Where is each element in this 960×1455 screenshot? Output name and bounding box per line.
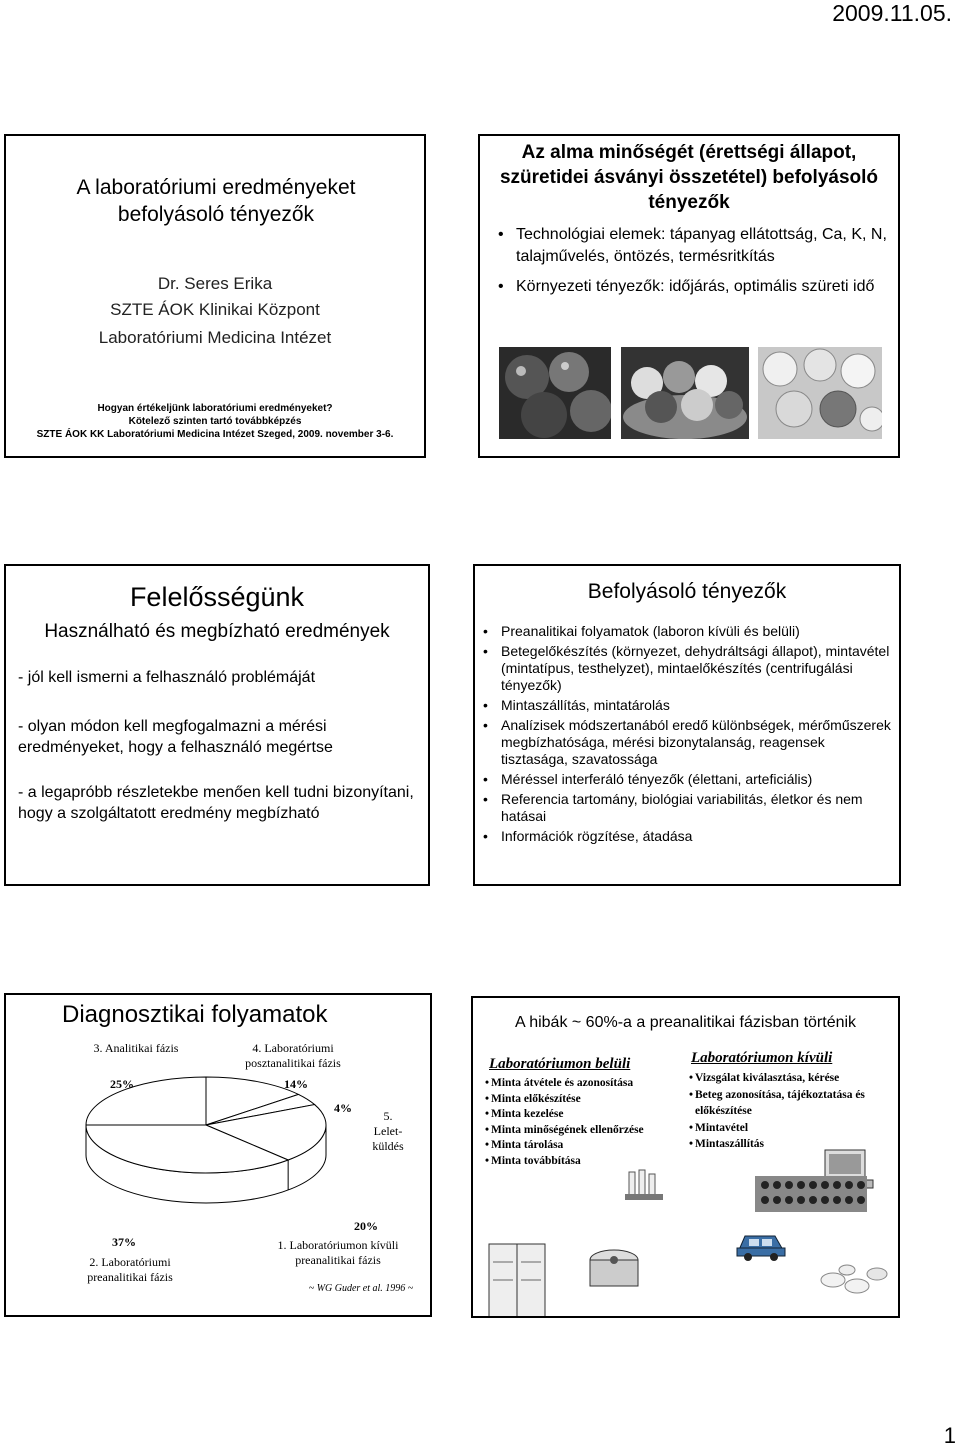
- slide4-bullet: • Betegelőkészítés (környezet, dehydráltsági állapot), mintavétel (mintatípus, testhelyzet), mintaelőkészítés (centrifugálási tényezők): [481, 643, 893, 694]
- label-postanalytic: 4. Laboratóriumi posztanalitikai fázis: [245, 1041, 341, 1070]
- lab-inside-item: • Minta átvétele és azonosítása: [483, 1076, 693, 1092]
- slide4-bullet: • Információk rögzítése, átadása: [481, 828, 893, 845]
- lab-outside-item: • Mintavétel: [687, 1120, 897, 1137]
- lab-outside-heading: Laboratóriumon kívüli: [691, 1050, 833, 1066]
- slide3-item: - jól kell ismerni a felhasználó problémáját: [18, 669, 316, 686]
- slide3-item: - olyan módon kell megfogalmazni a mérési eredményeket, hogy a felhasználó megértse: [18, 718, 333, 756]
- slide-influencing-factors: [473, 564, 901, 886]
- slide1-author: Dr. Seres Erika: [157, 274, 273, 293]
- apple-photo-3: [758, 347, 882, 439]
- value-label: 20%: [354, 1219, 378, 1233]
- lab-outside-item: • Beteg azonosítása, tájékoztatása és előkészítése: [687, 1087, 897, 1120]
- lab-inside-item: • Minta előkészítése: [483, 1092, 693, 1108]
- label-lab-preanalytic: 2. Laboratóriumi preanalitikai fázis: [87, 1255, 173, 1284]
- page-date: 2009.11.05.: [832, 0, 952, 26]
- lab-outside-item: • Mintaszállítás: [687, 1136, 897, 1153]
- value-label: 14%: [284, 1077, 308, 1091]
- value-label: 4%: [334, 1101, 352, 1115]
- page-number: 1: [943, 1423, 956, 1448]
- lab-inside-item: • Minta kezelése: [483, 1107, 693, 1123]
- sample-tray-clipart: [755, 1176, 867, 1212]
- slide4-bullet: • Preanalitikai folyamatok (laboron kívüli és belüli): [481, 623, 893, 640]
- label-report: 5. Lelet-küldés: [372, 1109, 404, 1153]
- label-analytic: 3. Analitikai fázis: [93, 1041, 179, 1055]
- lab-inside-item: • Minta továbbítása: [483, 1154, 693, 1170]
- lab-inside-item: • Minta tárolása: [483, 1138, 693, 1154]
- slide6-title: A hibák ~ 60%-a a preanalitikai fázisban történik: [514, 1014, 857, 1031]
- pie-slice: [86, 1077, 206, 1125]
- lab-inside-list: [483, 1076, 693, 1169]
- slide1-affiliation2: Laboratóriumi Medicina Intézet: [98, 328, 332, 347]
- car-clipart: [735, 1228, 787, 1262]
- lab-outside-item: • Vizsgálat kiválasztása, kérése: [687, 1070, 897, 1087]
- slide-responsibility: [4, 564, 430, 886]
- centrifuge-clipart: [587, 1246, 641, 1292]
- slide1-footer3: SZTE ÁOK KK Laboratóriumi Medicina Intézet Szeged, 2009. november 3-6.: [36, 429, 394, 440]
- slide4-bullet: • Méréssel interferáló tényezők (élettani, arteficiális): [481, 771, 893, 788]
- slide-errors: [471, 996, 900, 1318]
- lab-inside-item: • Minta minőségének ellenőrzése: [483, 1123, 693, 1139]
- apple-photo-1: [499, 347, 611, 439]
- apple-photo-2: [621, 347, 749, 439]
- lab-inside-heading: Laboratóriumon belüli: [489, 1056, 631, 1072]
- slide-title: [4, 134, 426, 458]
- slide4-bullets: [481, 623, 893, 845]
- lab-outside-list: [687, 1070, 897, 1153]
- slide5-title: Diagnosztikai folyamatok: [62, 1001, 328, 1028]
- value-label: 37%: [112, 1235, 136, 1249]
- slide4-bullet: • Analízisek módszertanából eredő különbségek, mérőműszerek megbízhatósága, mérési bizonytalanság, reagensek tisztasága, szavatossága: [481, 717, 893, 768]
- slide1-affiliation1: SZTE ÁOK Klinikai Központ: [110, 300, 320, 319]
- slide2-title: Az alma minőségét (érettségi állapot, szüretidei ásványi összetétel) befolyásoló tényezők: [499, 142, 879, 213]
- slide1-title: A laboratóriumi eredményeket befolyásoló tényezők: [76, 176, 356, 226]
- slide-diagnostic-process: [4, 993, 432, 1317]
- slide3-title: Felelősségünk: [129, 582, 305, 612]
- refrigerator-clipart: [487, 1242, 549, 1318]
- slide3-subtitle: Használható és megbízható eredmények: [44, 621, 390, 642]
- slide-apple-quality: [478, 134, 900, 458]
- slide3-item: - a legapróbb részletekbe menően kell tudni bizonyítani, hogy a szolgáltatott eredmény megbízható: [18, 784, 414, 822]
- slide1-footer1: Hogyan értékeljünk laboratóriumi eredményeket?: [97, 403, 333, 414]
- slide4-title: Befolyásoló tényezők: [587, 580, 787, 603]
- label-outside-preanalytic: 1. Laboratóriumon kívüli preanalitikai fázis: [277, 1238, 399, 1267]
- test-tubes-clipart: [623, 1168, 667, 1204]
- pie-chart: [66, 1065, 366, 1245]
- value-label: 25%: [110, 1077, 134, 1091]
- slide1-footer2: Kötelező szinten tartó továbbképzés: [128, 416, 302, 427]
- slide4-bullet: • Referencia tartomány, biológiai variabilitás, életkor és nem hatásai: [481, 791, 893, 825]
- citation: ~ WG Guder et al. 1996 ~: [308, 1283, 414, 1294]
- slide4-bullet: • Mintaszállítás, mintatárolás: [481, 697, 893, 714]
- pills-clipart: [813, 1260, 893, 1302]
- slide2-bullets: [496, 224, 891, 298]
- slide2-bullet: • Technológiai elemek: tápanyag ellátottság, Ca, K, N, talajművelés, öntözés, termésritkítás: [496, 224, 891, 268]
- slide2-bullet: • Környezeti tényezők: időjárás, optimális szüreti idő: [496, 276, 891, 298]
